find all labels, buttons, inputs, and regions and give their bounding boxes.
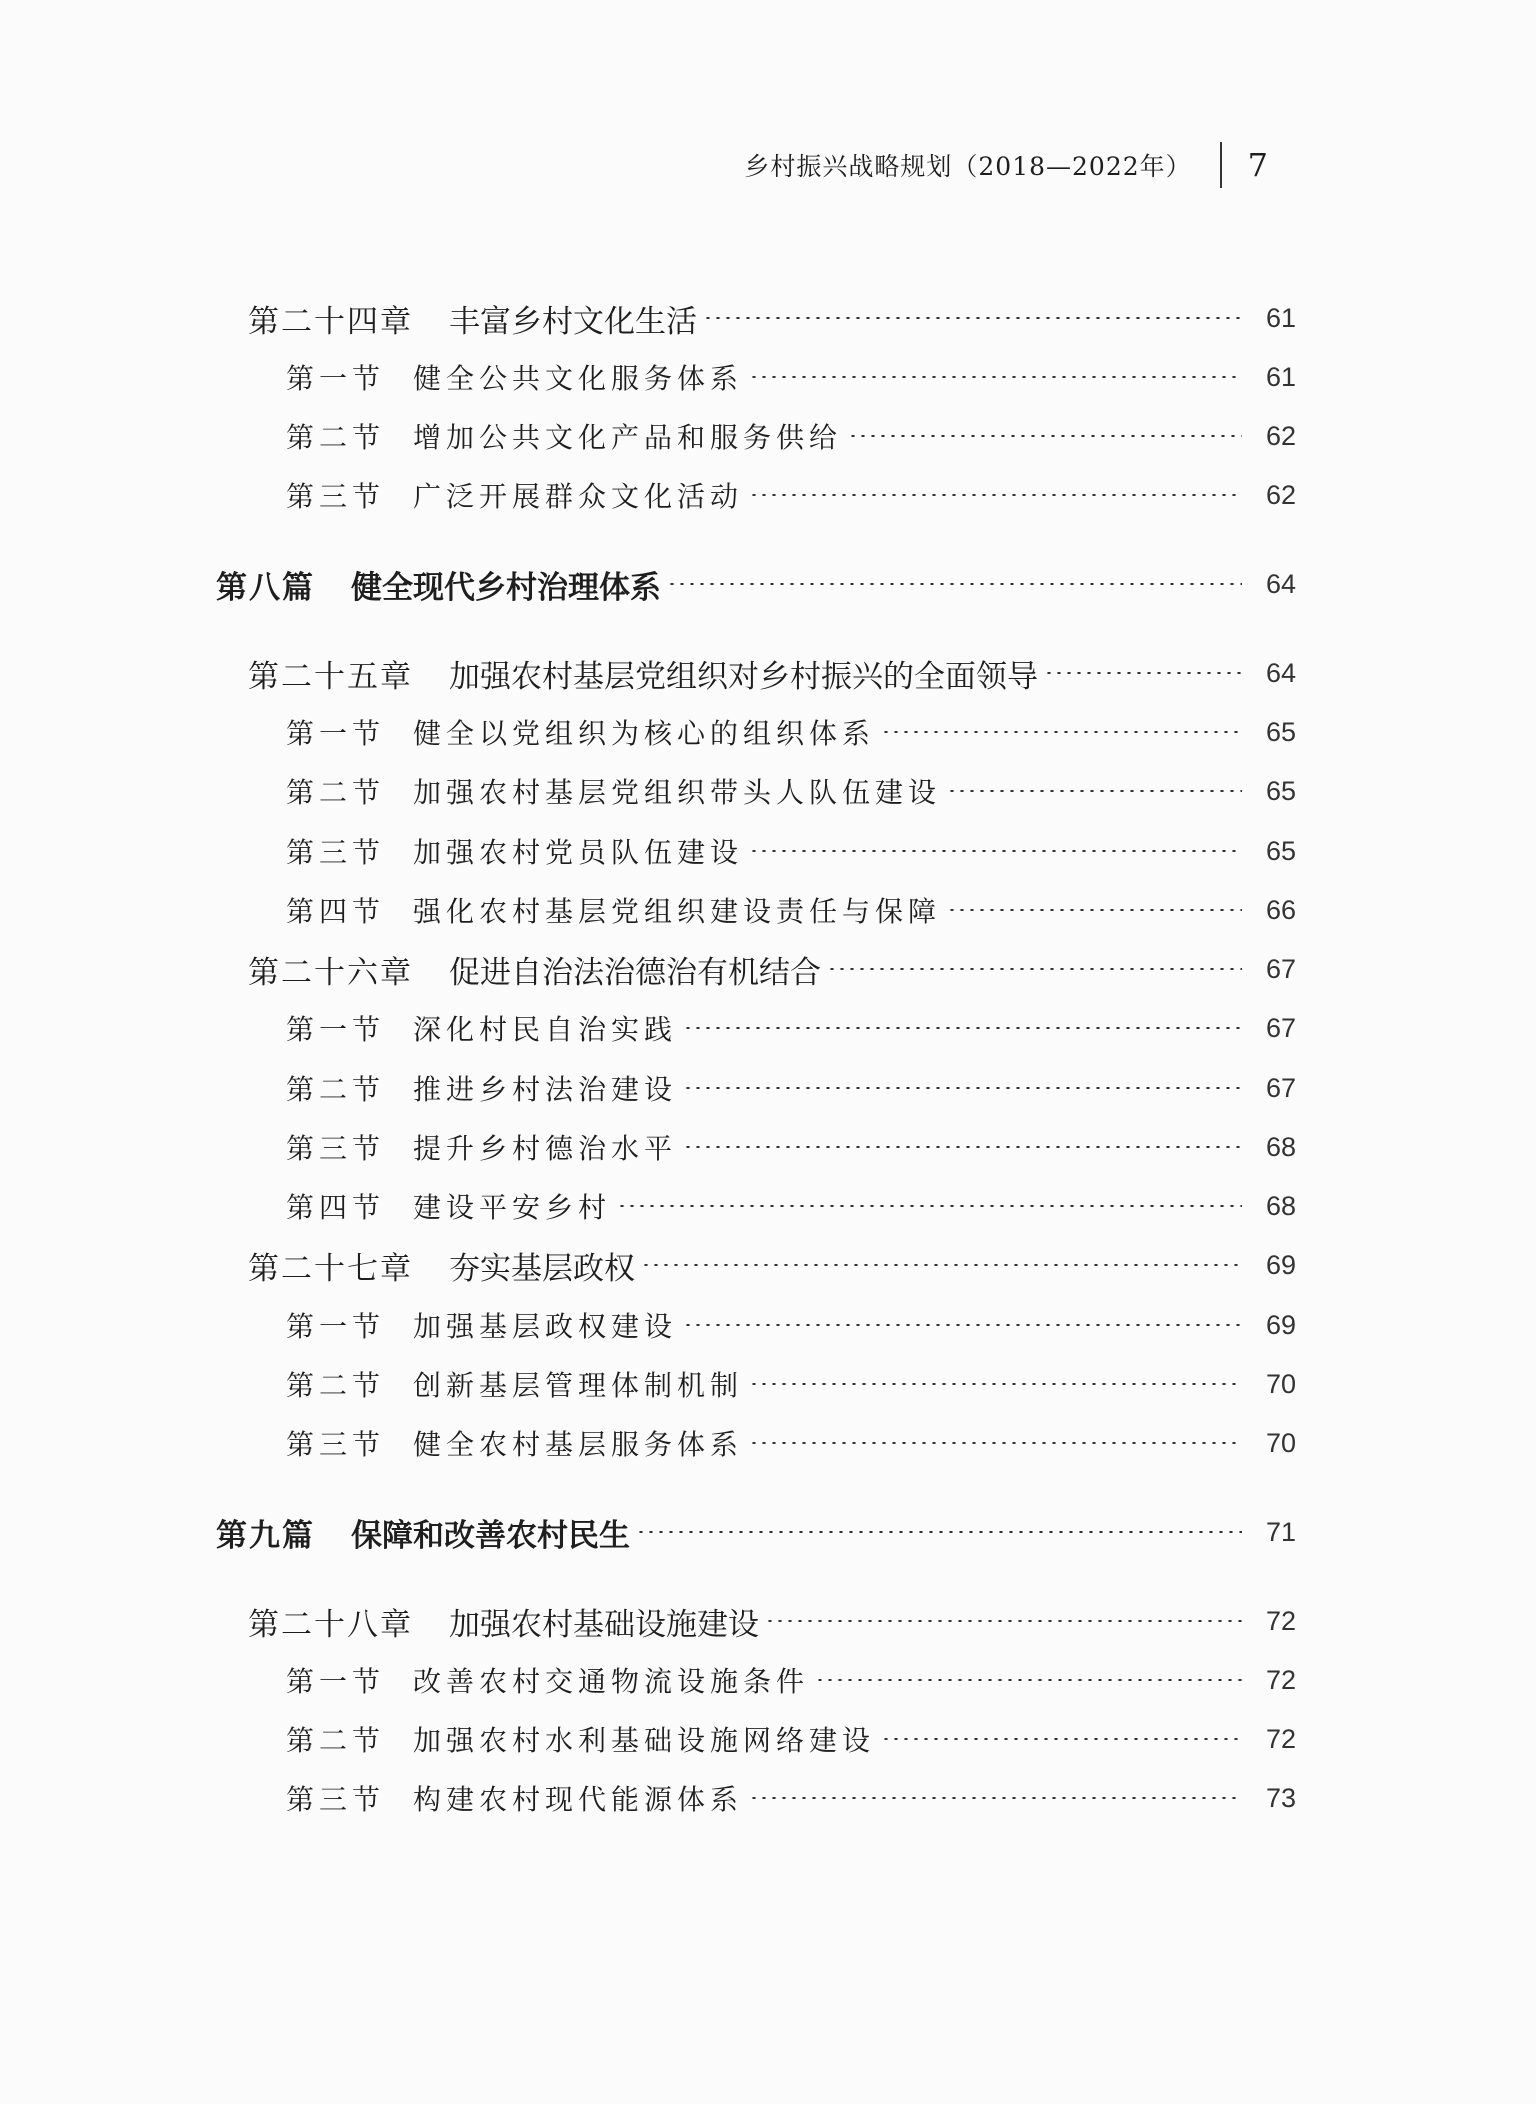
toc-entry-page: 67	[1265, 953, 1296, 984]
dot-leader	[683, 1146, 1242, 1148]
toc-entry-label: 第三节	[286, 836, 386, 869]
dot-leader	[683, 1087, 1242, 1089]
toc-section-entry[interactable]	[286, 1423, 1296, 1463]
toc-entry-title: 加强农村党员队伍建设	[413, 836, 744, 869]
toc-section-entry[interactable]	[286, 890, 1296, 930]
toc-section-entry[interactable]	[286, 1127, 1296, 1167]
toc-entry-label: 第一节	[286, 1665, 386, 1698]
toc-entry-page: 65	[1265, 775, 1296, 806]
toc-section-entry[interactable]	[286, 1660, 1296, 1700]
toc-section-entry[interactable]	[286, 1719, 1296, 1759]
dot-leader	[947, 909, 1242, 911]
toc-entry-page: 68	[1265, 1131, 1296, 1162]
toc-entry-label: 第二节	[286, 421, 386, 454]
toc-entry-title: 增加公共文化产品和服务供给	[413, 421, 843, 454]
dot-leader	[765, 1620, 1242, 1622]
toc-entry-label: 第二节	[286, 776, 386, 809]
toc-entry-page: 62	[1265, 420, 1296, 451]
toc-entry-page: 64	[1265, 657, 1296, 688]
toc-chapter-entry[interactable]	[248, 949, 1296, 989]
toc-entry-page: 64	[1265, 568, 1296, 599]
toc-entry-label: 第二十七章	[248, 1250, 413, 1287]
toc-entry-label: 第二十六章	[248, 954, 413, 991]
toc-entry-title: 加强农村基础设施建设	[449, 1606, 759, 1643]
toc-entry-page: 62	[1265, 479, 1296, 510]
toc-entry-label: 第九篇	[216, 1517, 315, 1554]
header-divider	[1220, 142, 1222, 188]
dot-leader	[667, 583, 1242, 585]
toc-section-entry[interactable]	[286, 831, 1296, 871]
toc-entry-title: 强化农村基层党组织建设责任与保障	[413, 895, 942, 928]
toc-entry-page: 67	[1265, 1012, 1296, 1043]
toc-entry-title: 加强农村水利基础设施网络建设	[413, 1724, 876, 1757]
toc-section-entry[interactable]	[286, 357, 1296, 397]
toc-entry-page: 65	[1265, 835, 1296, 866]
toc-section-entry[interactable]	[286, 1186, 1296, 1226]
toc-section-entry[interactable]	[286, 1305, 1296, 1345]
toc-entry-page: 66	[1265, 894, 1296, 925]
toc-entry-label: 第三节	[286, 1428, 386, 1461]
dot-leader	[749, 376, 1242, 378]
running-header	[744, 140, 1268, 190]
toc-part-entry[interactable]	[216, 564, 1296, 604]
toc-chapter-entry[interactable]	[248, 653, 1296, 693]
toc-entry-page: 72	[1265, 1723, 1296, 1754]
toc-chapter-entry[interactable]	[248, 298, 1296, 338]
toc-entry-label: 第二节	[286, 1073, 386, 1106]
toc-section-entry[interactable]	[286, 475, 1296, 515]
dot-leader	[641, 1264, 1242, 1266]
toc-entry-title: 加强基层政权建设	[413, 1310, 678, 1343]
toc-entry-label: 第三节	[286, 1132, 386, 1165]
toc-section-entry[interactable]	[286, 1364, 1296, 1404]
toc-entry-label: 第一节	[286, 1310, 386, 1343]
toc-entry-label: 第四节	[286, 895, 386, 928]
toc-entry-title: 广泛开展群众文化活动	[413, 480, 744, 513]
dot-leader	[749, 850, 1242, 852]
dot-leader	[848, 435, 1242, 437]
toc-entry-title: 促进自治法治德治有机结合	[449, 954, 821, 991]
header-title: 乡村振兴战略规划（2018—2022年）	[744, 152, 1192, 181]
toc-entry-page: 68	[1265, 1190, 1296, 1221]
header-page-number: 7	[1247, 146, 1268, 184]
toc-section-entry[interactable]	[286, 712, 1296, 752]
dot-leader	[881, 731, 1242, 733]
toc-entry-title: 推进乡村法治建设	[413, 1073, 678, 1106]
toc-chapter-entry[interactable]	[248, 1601, 1296, 1641]
toc-entry-label: 第四节	[286, 1191, 386, 1224]
toc-entry-label: 第二十四章	[248, 303, 413, 340]
toc-chapter-entry[interactable]	[248, 1245, 1296, 1285]
dot-leader	[636, 1531, 1242, 1533]
toc-section-entry[interactable]	[286, 416, 1296, 456]
toc-entry-label: 第二节	[286, 1724, 386, 1757]
dot-leader	[1044, 672, 1242, 674]
toc-entry-page: 70	[1265, 1368, 1296, 1399]
dot-leader	[749, 494, 1242, 496]
toc-entry-title: 保障和改善农村民生	[351, 1517, 630, 1554]
dot-leader	[827, 968, 1242, 970]
dot-leader	[683, 1027, 1242, 1029]
toc-entry-label: 第八篇	[216, 569, 315, 606]
toc-section-entry[interactable]	[286, 771, 1296, 811]
toc-entry-title: 建设平安乡村	[413, 1191, 612, 1224]
toc-entry-title: 构建农村现代能源体系	[413, 1783, 744, 1816]
toc-entry-page: 73	[1265, 1782, 1296, 1813]
dot-leader	[881, 1738, 1242, 1740]
toc-entry-page: 71	[1265, 1516, 1296, 1547]
toc-entry-title: 健全现代乡村治理体系	[351, 569, 661, 606]
toc-entry-label: 第一节	[286, 717, 386, 750]
dot-leader	[683, 1324, 1242, 1326]
toc-entry-label: 第二节	[286, 1369, 386, 1402]
toc-entry-label: 第二十五章	[248, 658, 413, 695]
toc-entry-title: 提升乡村德治水平	[413, 1132, 678, 1165]
dot-leader	[749, 1442, 1242, 1444]
toc-entry-page: 72	[1265, 1605, 1296, 1636]
toc-entry-page: 65	[1265, 716, 1296, 747]
dot-leader	[947, 790, 1242, 792]
toc-entry-title: 创新基层管理体制机制	[413, 1369, 744, 1402]
toc-entry-page: 61	[1265, 361, 1296, 392]
toc-entry-page: 72	[1265, 1664, 1296, 1695]
toc-entry-page: 69	[1265, 1249, 1296, 1280]
toc-section-entry[interactable]	[286, 1068, 1296, 1108]
toc-entry-title: 夯实基层政权	[449, 1250, 635, 1287]
toc-section-entry[interactable]	[286, 1778, 1296, 1818]
toc-entry-title: 加强农村基层党组织对乡村振兴的全面领导	[449, 658, 1038, 695]
toc-section-entry[interactable]	[286, 1008, 1296, 1048]
toc-entry-title: 健全公共文化服务体系	[413, 362, 744, 395]
dot-leader	[617, 1205, 1242, 1207]
toc-entry-title: 丰富乡村文化生活	[449, 303, 697, 340]
toc-entry-title: 加强农村基层党组织带头人队伍建设	[413, 776, 942, 809]
toc-entry-title: 改善农村交通物流设施条件	[413, 1665, 810, 1698]
dot-leader	[703, 317, 1242, 319]
dot-leader	[815, 1679, 1242, 1681]
dot-leader	[749, 1797, 1242, 1799]
toc-entry-title: 健全以党组织为核心的组织体系	[413, 717, 876, 750]
toc-entry-label: 第三节	[286, 1783, 386, 1816]
toc-entry-page: 67	[1265, 1072, 1296, 1103]
toc-entry-page: 69	[1265, 1309, 1296, 1340]
toc-entry-label: 第二十八章	[248, 1606, 413, 1643]
toc-entry-page: 61	[1265, 302, 1296, 333]
toc-entry-title: 深化村民自治实践	[413, 1013, 678, 1046]
toc-entry-label: 第三节	[286, 480, 386, 513]
toc-part-entry[interactable]	[216, 1512, 1296, 1552]
toc-entry-label: 第一节	[286, 362, 386, 395]
toc-entry-label: 第一节	[286, 1013, 386, 1046]
dot-leader	[749, 1383, 1242, 1385]
toc-entry-page: 70	[1265, 1427, 1296, 1458]
toc-entry-title: 健全农村基层服务体系	[413, 1428, 744, 1461]
